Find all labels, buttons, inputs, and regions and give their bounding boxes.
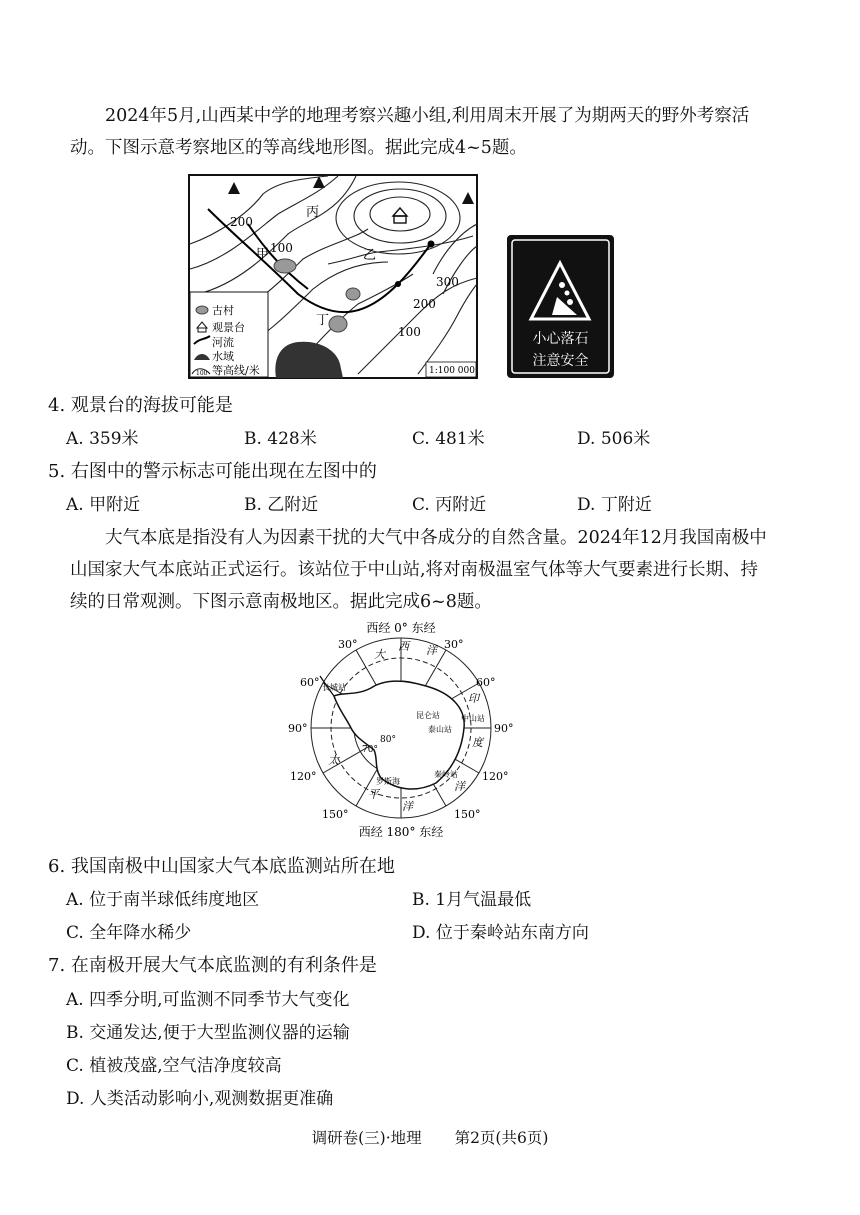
q4-option-c: C. 481米 (412, 429, 485, 449)
contour-label: 200 (230, 215, 253, 229)
legend-platform: 观景台 (212, 321, 245, 334)
q4-option-d: D. 506米 (577, 429, 651, 449)
q6-option-b: B. 1月气温最低 (412, 890, 532, 910)
footer-page-number: 第2页(共6页) (454, 1129, 549, 1147)
antarctica-map (276, 618, 526, 846)
page-footer (0, 1126, 860, 1148)
ocean-char: 印 (468, 692, 479, 705)
intro-paragraph-1: 2024年5月,山西某中学的地理考察兴趣小组,利用周末开展了为期两天的野外考察活动。下图示意考察地区的等高线地形图。据此完成4~5题。 (70, 106, 750, 158)
lon-label: 60° (300, 676, 320, 689)
legend-village: 古村 (212, 304, 234, 317)
legend-river: 河流 (212, 336, 234, 349)
station-kunlun: 昆仑站 (416, 711, 440, 720)
q4-option-b: B. 428米 (244, 429, 317, 449)
ocean-char: 洋 (402, 800, 413, 813)
q7-option-d: D. 人类活动影响小,观测数据更准确 (66, 1089, 334, 1109)
q5-option-a: A. 甲附近 (66, 495, 141, 515)
map-scale: 1:100 000 (429, 366, 475, 376)
intro-paragraph-2: 大气本底是指没有人为因素干扰的大气中各成分的自然含量。2024年12月我国南极中山国家大气本底站正式运行。该站位于中山站,将对南极温室气体等大气要素进行长期、持续的日常观测。下图示意南极地区。据此完成6~8题。 (70, 528, 767, 612)
question-6: 6. 我国南极中山国家大气本底监测站所在地 (48, 856, 395, 877)
map-legend (190, 292, 268, 377)
lon-label: 30° (444, 638, 464, 651)
lon-label: 60° (476, 676, 496, 689)
ocean-char: 洋 (426, 644, 437, 657)
ocean-char: 大 (374, 648, 385, 661)
contour-label: 100 (398, 325, 421, 339)
question-5: 5. 右图中的警示标志可能出现在左图中的 (48, 461, 377, 482)
footer-title: 调研卷(三)·地理 (311, 1129, 422, 1147)
q6-option-c: C. 全年降水稀少 (66, 923, 192, 943)
contour-label: 100 (270, 241, 293, 255)
ocean-char: 平 (368, 788, 379, 801)
place-jia: 甲 (256, 247, 270, 262)
station-changcheng: 长城站 (322, 683, 346, 692)
ocean-char: 西 (398, 640, 409, 653)
q5-option-b: B. 乙附近 (244, 495, 319, 515)
q7-option-b: B. 交通发达,便于大型监测仪器的运输 (66, 1023, 350, 1043)
ocean-char: 洋 (454, 780, 465, 793)
q5-option-c: C. 丙附近 (412, 495, 487, 515)
bottom-longitude-label: 西经 180° 东经 (358, 825, 444, 839)
q5-option-d: D. 丁附近 (577, 495, 652, 515)
q6-option-a: A. 位于南半球低纬度地区 (66, 890, 260, 910)
sign-line-2: 注意安全 (532, 353, 589, 369)
contour-label: 300 (436, 275, 459, 289)
q4-option-a: A. 359米 (66, 429, 139, 449)
place-ding: 丁 (316, 313, 330, 328)
ross-sea-label: 罗斯海 (376, 777, 400, 786)
lon-label: 30° (338, 638, 358, 651)
place-bing: 丙 (306, 205, 320, 220)
top-longitude-label: 西经 0° 东经 (366, 621, 436, 635)
ocean-char: 度 (472, 736, 483, 749)
station-taishan: 泰山站 (428, 725, 452, 734)
lon-label: 90° (288, 722, 308, 735)
sign-line-1: 小心落石 (532, 331, 589, 347)
q7-option-a: A. 四季分明,可监测不同季节大气变化 (66, 990, 350, 1010)
warning-sign (507, 235, 614, 378)
question-7: 7. 在南极开展大气本底监测的有利条件是 (48, 955, 377, 976)
lon-label: 150° (322, 808, 349, 821)
station-zhongshan: 中山站 (461, 714, 485, 723)
lon-label: 150° (454, 808, 481, 821)
q6-option-d: D. 位于秦岭站东南方向 (412, 923, 589, 943)
lat-label: 80° (380, 735, 396, 745)
station-qinling: 秦岭站 (434, 770, 458, 779)
lon-label: 120° (290, 770, 317, 783)
question-4: 4. 观景台的海拔可能是 (48, 395, 233, 416)
contour-label: 200 (413, 297, 436, 311)
contour-map (188, 174, 478, 379)
legend-water: 水域 (212, 350, 234, 363)
place-yi: 乙 (363, 248, 377, 263)
legend-contour-value: 100 (196, 370, 208, 377)
ocean-char: 太 (328, 754, 339, 767)
lon-label: 90° (494, 722, 514, 735)
lat-label: 70° (362, 745, 378, 755)
q7-option-c: C. 植被茂盛,空气洁净度较高 (66, 1056, 282, 1076)
legend-contour: 等高线/米 (212, 364, 260, 377)
lon-label: 120° (482, 770, 509, 783)
